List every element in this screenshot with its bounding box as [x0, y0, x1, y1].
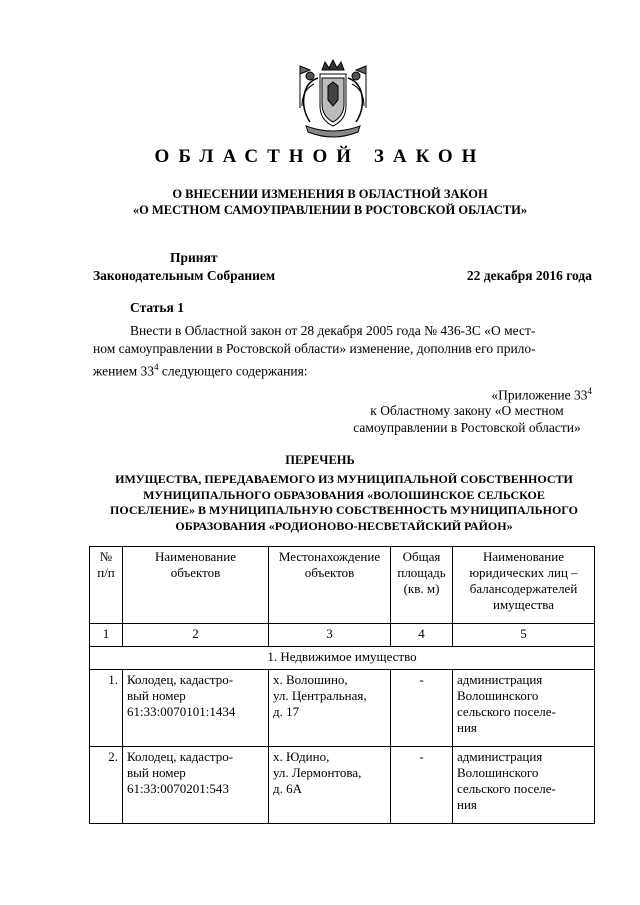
column-number-cell: 4: [391, 624, 453, 647]
coat-of-arms-emblem: [292, 56, 374, 142]
row-name: Колодец, кадастро- вый номер 61:33:0070201:543: [123, 747, 269, 824]
appendix-ref-line-1: к Областному закону «О местном: [370, 403, 564, 418]
adopted-date: 22 декабря 2016 года: [466, 268, 592, 283]
appendix-ref-line-2: самоуправлении в Ростовской области»: [353, 420, 581, 435]
section-heading: 1. Недвижимое имущество: [90, 647, 595, 670]
row-location: х. Юдино, ул. Лермонтова, д. 6А: [269, 747, 391, 824]
list-subtitle-line-4: ОБРАЗОВАНИЯ «РОДИОНОВО-НЕСВЕТАЙСКИЙ РАЙОН»: [175, 518, 513, 533]
article-heading: Статья 1: [130, 300, 184, 315]
column-number-cell: 3: [269, 624, 391, 647]
subtitle-line-1: О ВНЕСЕНИИ ИЗМЕНЕНИЯ В ОБЛАСТНОЙ ЗАКОН: [172, 187, 488, 201]
list-subtitle-line-2: МУНИЦИПАЛЬНОГО ОБРАЗОВАНИЯ «ВОЛОШИНСКОЕ СЕЛЬСКОЕ: [143, 487, 545, 502]
row-holder: администрация Волошинского сельского поселе- ния: [453, 670, 595, 747]
table-row: [90, 670, 595, 747]
table-header-row: [90, 547, 595, 624]
column-number-cell: 5: [453, 624, 595, 647]
paragraph-line-2: ном самоуправлении в Ростовской области» изменение, дополнив его прило-: [93, 341, 536, 356]
adopted-label: Принят: [170, 250, 218, 265]
table-section-row: [90, 647, 595, 670]
row-area: -: [391, 747, 453, 824]
adopted-by: Законодательным Собранием: [93, 268, 276, 283]
property-table: [89, 546, 595, 824]
column-number-cell: 1: [90, 624, 123, 647]
row-name: Колодец, кадастро- вый номер 61:33:0070101:1434: [123, 670, 269, 747]
header-cell-holder: Наименование юридических лиц – балансодержателей имущества: [453, 547, 595, 624]
document-subtitle: [80, 186, 580, 218]
table-row: [90, 747, 595, 824]
paragraph-line-1: Внести в Областной закон от 28 декабря 2005 года № 436-ЗС «О мест-: [130, 323, 536, 338]
document-title: ОБЛАСТНОЙ ЗАКОН: [154, 146, 486, 167]
article-paragraph: [93, 322, 593, 381]
row-area: -: [391, 670, 453, 747]
column-number-cell: 2: [123, 624, 269, 647]
list-subtitle: [88, 472, 600, 534]
header-cell-name: Наименование объектов: [123, 547, 269, 624]
row-location: х. Волошино, ул. Центральная, д. 17: [269, 670, 391, 747]
paragraph-line-3-end: следующего содержания:: [158, 363, 308, 379]
header-cell-location: Местонахождение объектов: [269, 547, 391, 624]
table-column-numbers: [90, 624, 595, 647]
subtitle-line-2: «О МЕСТНОМ САМОУПРАВЛЕНИИ В РОСТОВСКОЙ ОБЛАСТИ»: [132, 203, 528, 217]
appendix-superscript: 4: [587, 386, 592, 396]
appendix-label-text: «Приложение 33: [491, 387, 588, 403]
paragraph-superscript: 4: [154, 362, 159, 372]
list-subtitle-line-3: ПОСЕЛЕНИЕ» В МУНИЦИПАЛЬНУЮ СОБСТВЕННОСТЬ МУНИЦИПАЛЬНОГО: [110, 503, 578, 517]
header-cell-number: № п/п: [90, 547, 123, 624]
row-number: 2.: [90, 747, 123, 824]
paragraph-line-3-start: жением 33: [93, 363, 155, 379]
paragraph-line-3: [93, 358, 593, 381]
row-number: 1.: [90, 670, 123, 747]
appendix-reference: [342, 402, 592, 436]
row-holder: администрация Волошинского сельского поселе- ния: [453, 747, 595, 824]
header-cell-area: Общая площадь (кв. м): [391, 547, 453, 624]
list-title: ПЕРЕЧЕНЬ: [285, 453, 355, 467]
list-subtitle-line-1: ИМУЩЕСТВА, ПЕРЕДАВАЕМОГО ИЗ МУНИЦИПАЛЬНОЙ СОБСТВЕННОСТИ: [115, 472, 573, 486]
